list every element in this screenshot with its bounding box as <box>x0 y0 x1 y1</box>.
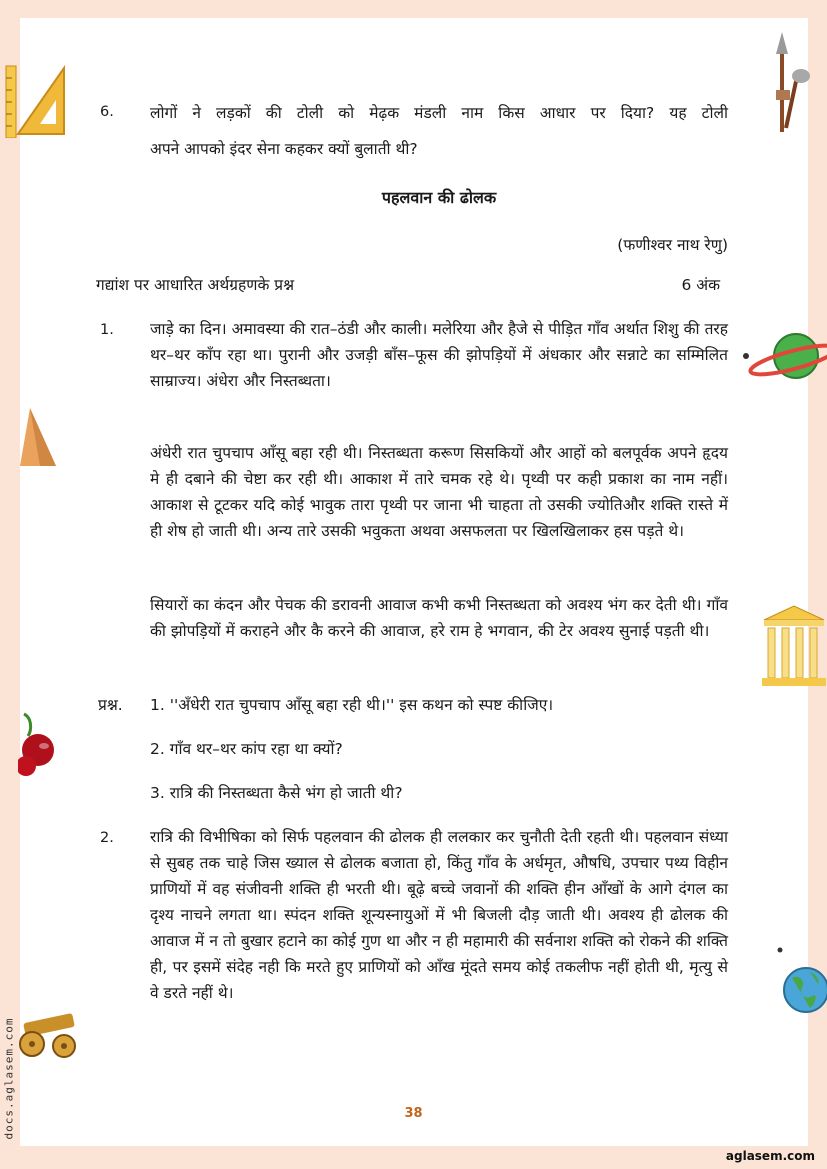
chapter-title: पहलवान की ढोलक <box>381 188 497 207</box>
pyramid-icon <box>18 408 58 470</box>
greek-temple-icon <box>760 604 827 688</box>
question-item: 1. ''अँधेरी रात चुपचाप आँसू बहा रही थी।'' इस कथन को स्पष्ट कीजिए। <box>150 696 554 714</box>
question-number: 6. <box>100 104 114 120</box>
page-number: 38 <box>404 1106 423 1121</box>
passage-paragraph: अंधेरी रात चुपचाप आँसू बहा रही थी। निस्तब्धता करूण सिसकियों और आहों को बलपूर्वक अपने हृदय मे ही दबाने की चेष्टा कर रही थी। आकाश में तारे चमक रहे थे। पृथ्वी पर कही प्रकाश का नाम नहीं। आकाश से टूटकर यदि कोई भावुक तारा पृथ्वी पर जाना भी चाहता तो उसकी ज्योतिऔर शक्ति रास्ते में ही शेष हो जाती थी। अन्य तारे उसकी भवुकता अथवा असफलता पर खिलखिलाकर हस पड़ते थे। <box>150 444 728 540</box>
ruler-triangle-icon <box>4 58 70 138</box>
question-item: 3. रात्रि की निस्तब्धता कैसे भंग हो जाती थी? <box>150 784 403 802</box>
site-link[interactable]: aglasem.com <box>725 1149 815 1163</box>
section-label: गद्यांश पर आधारित अर्थग्रहणके प्रश्न <box>96 276 295 294</box>
question-item: 2. गाँव थर–थर कांप रहा था क्यों? <box>150 740 343 758</box>
cannon-icon <box>14 1004 84 1060</box>
passage-paragraph: जाड़े का दिन। अमावस्या की रात–ठंडी और काली। मलेरिया और हैजे से पीड़ित गाँव अर्थात शिशु की तरह थर–थर काँप रहा था। पुरानी और उजड़ी बाँस–फूस की झोपड़ियों में अंधकार और सन्नाटे का सम्मिलित साम्राज्य। अंधेरा और निस्तब्धता। <box>150 320 728 390</box>
watermark-text: docs.aglasem.com <box>2 1017 16 1140</box>
passage-number: 2. <box>100 830 114 846</box>
passage-paragraph: सियारों का कंदन और पेचक की डरावनी आवाज कभी कभी निस्तब्धता को अवश्य भंग कर देती थी। गाँव की झोपड़ियों में कराहने और कै करने की आवाज, हरे राम हे भगवान, की टेर अवश्य सुनाई पड़ती थी। <box>150 596 728 640</box>
question-text-line: अपने आपको इंदर सेना कहकर क्यों बुलाती थी? <box>150 140 418 158</box>
passage-number: 1. <box>100 322 114 338</box>
question-text-line: लोगों ने लड़कों की टोली को मेढ़क मंडली नाम किस आधार पर दिया? यह टोली <box>150 104 728 122</box>
stone-tools-icon <box>768 32 816 134</box>
chapter-author: (फणीश्वर नाथ रेणु) <box>617 236 728 254</box>
apple-icon <box>18 710 58 778</box>
planet-icon <box>738 326 827 388</box>
globe-icon <box>776 946 827 1020</box>
section-marks: 6 अंक <box>681 276 720 294</box>
passage-paragraph: रात्रि की विभीषिका को सिर्फ पहलवान की ढोलक ही ललकार कर चुनौती देती रहती थी। पहलवान संध्या से सुबह तक चाहे जिस ख्याल से ढोलक बजाता हो, किंतु गाँव के अर्धमृत, औषधि, उपचार पथ्य विहीन प्राणियों में वह संजीवनी शक्ति ही भरती थी। बूढ़े बच्चे जवानों की शक्ति हीन आँखों के आगे दंगल का दृश्य नाचने लगता था। स्पंदन शक्ति शून्यस्नायुओं में भी बिजली दौड़ जाती थी। अवश्य ही ढोलक की आवाज में न तो बुखार हटाने का कोई गुण था और न ही महामारी की सर्वनाश शक्ति को रोकने की शक्ति ही, पर इसमें संदेह नही कि मरते हुए प्राणियों को आँख मूंदते समय कोई तकलीफ नहीं होती थी, मृत्यु से वे डरते नहीं थे। <box>150 828 728 1002</box>
questions-label: प्रश्न. <box>98 696 123 714</box>
